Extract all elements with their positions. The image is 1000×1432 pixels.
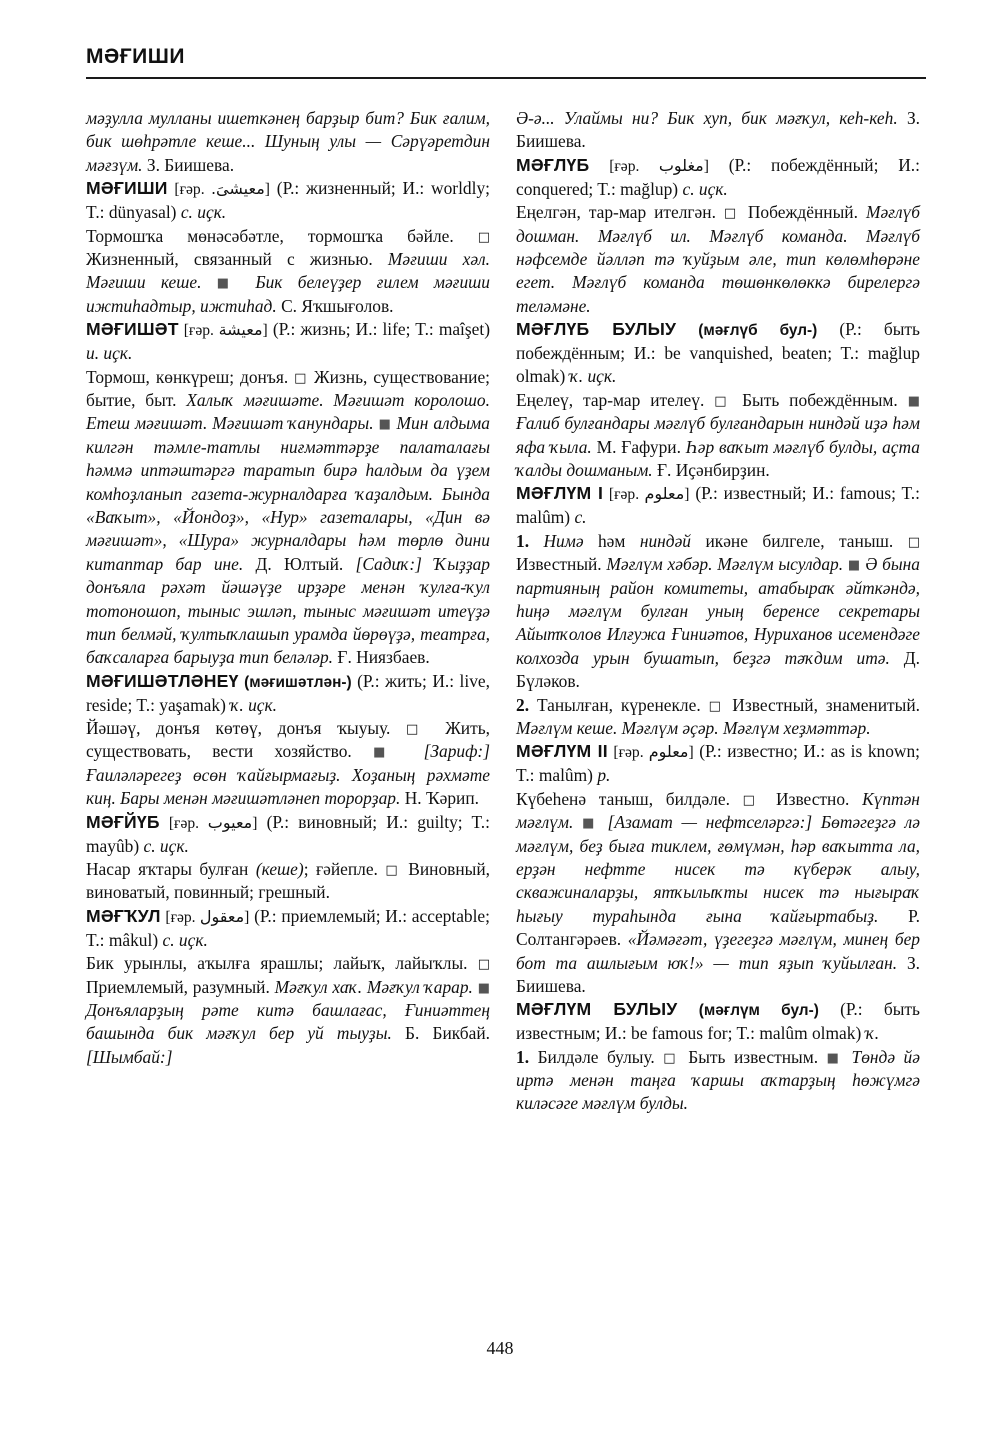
usage-examples: Күптән мәғлүм. xyxy=(516,788,920,833)
entry-sense xyxy=(516,530,920,694)
headword-variant: (мәғишәтлән-) xyxy=(244,673,352,691)
headword: МӘҒЛҮМ II xyxy=(516,741,608,762)
bashkir-definition: Билдәле булыу. xyxy=(537,1046,655,1067)
open-square-icon: □ xyxy=(477,229,490,245)
filled-square-icon: ■ xyxy=(907,393,920,409)
arabic-script: معقول xyxy=(199,906,245,926)
entry-definition xyxy=(86,952,490,1069)
bashkir-definition: Бик урынлы, аҡылға ярашлы; лайыҡ, лайыҡлы. xyxy=(86,953,468,974)
citation-source-2: З. Биишева. xyxy=(516,952,920,997)
entry-definition xyxy=(516,788,920,999)
etymology-bracket-open: [ғәр. xyxy=(613,744,649,762)
open-square-icon: □ xyxy=(714,393,733,409)
usage-examples: Мәғлүм кеше. Мәғлүм әҫәр. Мәғлүм хеҙмәттәр. xyxy=(516,718,871,738)
running-head: МӘҒИШИ xyxy=(86,45,185,68)
two-column-body xyxy=(86,107,926,1116)
bashkir-definition: Йәшәү, донъя көтөү, донъя ҡыуыу. xyxy=(86,718,391,738)
entry-sense xyxy=(516,1046,920,1116)
bashkir-definition: Тормошҡа мөнәсәбәтле, тормошҡа бәйле. xyxy=(86,225,454,246)
russian-definition: Побеждённый. xyxy=(747,202,858,223)
grammar-label: ҡ. иҫк. xyxy=(569,366,617,387)
headword: МӘҒЙҮБ xyxy=(86,811,160,832)
continuation-paragraph xyxy=(516,107,920,154)
usage-examples: Мәғлүб дошман. Мәғлүб ил. Мәғлүб команда. Мәғлүб нәфсемде йәлләп тә ҡуйҙым әле, тип көлөмһөрәне егет. Мәғлүб команда төшөнкөлөккә бирелергә теләмәне. xyxy=(516,202,920,316)
citation-quote: [Зариф:] Ғаиләләрегеҙ өсөн ҡайғырмағыҙ. Хоҙаның рәхмәте киң. Бары менән мәғишәтләнеп торорҙар. xyxy=(86,741,490,809)
usage-examples: Мәғлүм хәбәр. Мәғлүм ысулдар. xyxy=(606,554,844,575)
etymology-bracket-open: [ғәр. xyxy=(165,908,200,926)
citation-source-2: Ғ. Иҫәнбирҙин. xyxy=(657,459,770,480)
filled-square-icon: ■ xyxy=(582,816,599,832)
open-square-icon: □ xyxy=(294,370,309,386)
etymology-bracket-close: ] xyxy=(244,908,250,926)
citation-source: Д. Юлтый. xyxy=(255,553,344,574)
citation-quote: Бик белеүҙер ғилем мәғиши ижтиһадтыр, ижтиһад. xyxy=(86,272,490,316)
sense-number: 1. xyxy=(516,1046,530,1067)
translation-gloss: (Р.: известный; И.: famous; T.: malûm) xyxy=(516,483,920,528)
bashkir-definition: Еңелгән, тар-мар ителгән. xyxy=(516,202,716,223)
continuation-source: З. Биишева. xyxy=(516,108,920,152)
citation-source-2: Ғ. Ниязбаев. xyxy=(337,647,430,668)
usage-examples: Мәғиши хәл. Мәғиши кеше. xyxy=(86,249,490,293)
etymology-bracket-close: ] xyxy=(688,744,694,762)
grammar-label: и. иҫк. xyxy=(86,343,133,364)
grammar-label: с. xyxy=(574,507,587,528)
entry-definition xyxy=(86,717,490,811)
usage-examples: Халыҡ мәғишәте. Мәғишәт королошо. Етеш мәғишәт. Мәғишәт ҡанундары. xyxy=(86,390,490,434)
entry-definition xyxy=(86,858,490,905)
headword: МӘҒЛҮБ БУЛЫУ xyxy=(516,319,677,340)
citation-quote-2: Һәр ваҡыт мәғлүб булды, аҫта ҡалды дошманым. xyxy=(516,436,920,480)
headword-variant: (мәғлүб бул-) xyxy=(698,322,818,340)
etymology-bracket-close: ] xyxy=(252,814,258,832)
headword: МӘҒЛҮМ I xyxy=(516,483,604,504)
filled-square-icon: ■ xyxy=(373,745,403,761)
continuation-quote: Ә-ә... Улаймы ни? Бик хуп, бик мәғҡул, кеһ-кеһ. xyxy=(516,108,898,128)
filled-square-icon: ■ xyxy=(378,417,392,433)
dictionary-entry xyxy=(86,670,490,717)
etymology-bracket-open: [ғәр. xyxy=(183,322,219,340)
headword-variant: (мәғлүм бул-) xyxy=(698,1002,819,1020)
etymology-bracket-open: [ғәр. xyxy=(174,181,211,199)
grammar-label: с. иҫк. xyxy=(682,178,728,199)
open-square-icon: □ xyxy=(723,206,740,222)
etymology-bracket-close: ] xyxy=(264,181,270,199)
headword: МӘҒҠУЛ xyxy=(86,905,161,926)
bashkir-definition-italic-1: Нимә xyxy=(543,530,584,551)
dictionary-entry xyxy=(86,905,490,952)
filled-square-icon: ■ xyxy=(847,558,861,574)
citation-quote-2: «Йәмәғәт, үҙегеҙгә мәғлүм, минең бер бот та ашлығым юҡ!» — тип яҙып ҡуйылған. xyxy=(516,929,920,973)
citation-quote: Ә бына партияның район комитеты, атабыраҡ әйткәндә, һиңә мәғлүм булған уның беренсе секретары Айытҡолов Илғужа Ғиниәтов, Нуриханов исемендәге колхозда урын бушатып, беҙгә тәҡдим итә. xyxy=(516,554,920,668)
citation-source: Н. Ҡәрип. xyxy=(404,788,479,809)
header-rule xyxy=(86,77,926,79)
left-column xyxy=(86,107,490,1069)
grammar-label: ҡ. иҫк. xyxy=(230,694,278,715)
etymology-bracket-close: ] xyxy=(703,157,709,175)
entry-definition xyxy=(516,201,920,318)
translation-gloss: (Р.: жизненный; И.: worldly; T.: dünyasal) xyxy=(86,178,490,223)
headword: МӘҒИШӘТ xyxy=(86,319,179,340)
headword: МӘҒИШӘТЛӘНЕҮ xyxy=(86,670,239,691)
citation-source: Б. Бикбай. xyxy=(405,1023,490,1044)
arabic-script: معيوب xyxy=(207,812,253,832)
arabic-script: معيشة xyxy=(218,320,263,340)
continuation-source: З. Биишева. xyxy=(146,154,235,175)
usage-examples: Мәғҡул хаҡ. Мәғҡул ҡарар. xyxy=(274,976,473,997)
entry-definition xyxy=(516,389,920,483)
citation-quote-2: [Садиҡ:] Ҡыҙҙар донъяла рәхәт йәшәүҙе ирҙәре менән ҡулға-ҡул тотоношоп, тыныс эшләп, тыныс мәғишәт итеүҙә тип белмәй, ҡултыҡлашып урамда йөрөүҙә, театрға, баҡсаларға барыуҙа тип беләләр. xyxy=(86,553,490,668)
arabic-script: معلوم xyxy=(644,484,685,504)
citation-source: С. Яҡшығолов. xyxy=(281,295,394,316)
bashkir-definition: Тормош, көнкүреш; донъя. xyxy=(86,366,289,387)
open-square-icon: □ xyxy=(742,792,764,808)
dictionary-entry xyxy=(86,177,490,224)
continuation-paragraph xyxy=(86,107,490,177)
russian-definition: Приемлемый, разумный. xyxy=(86,976,270,997)
citation-quote: Донъяларҙың рәте китә башлағас, Ғиниәттең башында бик мәғҡул бер уй тыуҙы. xyxy=(86,1000,490,1044)
russian-definition: Виновный, виноватый, повинный; грешный. xyxy=(86,859,490,903)
citation-source: М. Ғафури. xyxy=(596,436,681,457)
bashkir-definition: Еңелеү, тар-мар ителеү. xyxy=(516,389,705,410)
bashkir-definition-italic-2: ниндәй xyxy=(639,530,692,551)
translation-gloss: (Р.: виновный; И.: guilty; T.: mayûb) xyxy=(86,811,490,856)
citation-source: Р. Солтангәрәев. xyxy=(516,905,920,950)
citation-quote: [Азамат — нефтселәргә:] Бөтәгеҙгә лә мәғлүм, беҙ быға тиклем, ғөмүмән, һәр ваҡытта ла, ерҙән нефтте нисек тә күберәк алыу, скважиналарҙы, ятҡылыҡты нисек тә нығыраҡ һығыу тураһында ғына ҡайғыртабыҙ. xyxy=(516,812,920,926)
sense-number: 2. xyxy=(516,694,530,715)
russian-definition: Быть известным. xyxy=(688,1046,819,1067)
translation-gloss: (Р.: жизнь; И.: life; T.: maîşet) xyxy=(272,319,490,340)
translation-gloss: (Р.: побеждённый; И.: conquered; T.: mağlup) xyxy=(516,154,920,199)
grammar-label: с. иҫк. xyxy=(162,929,208,950)
russian-definition: Быть побеждённым. xyxy=(742,389,898,410)
citation-quote: Төндә йә иртә менән таңға ҡаршы аҡтарҙың һөжүмгә киләсәге мәғлүм булды. xyxy=(516,1046,920,1114)
etymology-bracket-open: [ғәр. xyxy=(168,814,208,832)
continuation-quote: мәҙулла мулланы ишеткәнең барҙыр бит? Бик ғалим, бик шөһрәтле кеше... Шуның улы — Сәрүәретдин мәғзүм. xyxy=(86,108,490,175)
open-square-icon: □ xyxy=(907,534,920,550)
right-column xyxy=(516,107,920,1116)
grammar-label: с. иҫк. xyxy=(180,202,227,223)
headword: МӘҒЛҮБ xyxy=(516,154,590,175)
dictionary-entry xyxy=(516,154,920,201)
etymology-bracket-open: [ғәр. xyxy=(609,157,659,175)
russian-definition: Жизнь, существование; бытие, быт. xyxy=(86,366,490,410)
open-square-icon: □ xyxy=(406,722,430,737)
russian-definition: Известно. xyxy=(776,788,850,809)
bashkir-definition-post: икәне билгеле, таныш. xyxy=(691,530,894,551)
bashkir-definition-mid: һәм xyxy=(583,530,640,551)
grammar-label: с. иҫк. xyxy=(143,835,189,856)
open-square-icon: □ xyxy=(477,957,490,973)
citation-source: Д. Бүләков. xyxy=(516,647,920,692)
citation-quote-2: [Шымбай:] xyxy=(86,1046,173,1067)
bashkir-definition: Танылған, күренекле. xyxy=(536,694,701,715)
dictionary-entry xyxy=(516,740,920,787)
filled-square-icon: ■ xyxy=(216,276,240,292)
headword: МӘҒЛҮМ БУЛЫУ xyxy=(516,999,678,1020)
dictionary-entry xyxy=(516,482,920,529)
bashkir-definition: Күбеһенә таныш, билдәле. xyxy=(516,788,730,809)
translation-gloss: (Р.: быть побеждённым; И.: be vanquished, beaten; T.: mağlup olmak) xyxy=(516,319,920,387)
translation-gloss: (Р.: известно; И.: as is known; T.: malûm) xyxy=(516,741,920,786)
bashkir-definition-pre: Насар яҡтары булған xyxy=(86,859,256,879)
etymology-bracket-close: ] xyxy=(684,486,690,504)
entry-definition xyxy=(86,366,490,670)
etymology-bracket-close: ] xyxy=(262,322,268,340)
dictionary-entry xyxy=(516,318,920,389)
open-square-icon: □ xyxy=(708,698,725,714)
translation-gloss: (Р.: быть известным; И.: be famous for; T.: malûm olmak) xyxy=(516,999,920,1044)
translation-gloss: (Р.: приемлемый; И.: acceptable; T.: mâkul) xyxy=(86,905,490,950)
filled-square-icon: ■ xyxy=(826,1050,844,1066)
etymology-bracket-open: [ғәр. xyxy=(608,486,645,504)
bashkir-definition-post: ; ғәйепле. xyxy=(303,859,378,879)
dictionary-entry xyxy=(86,318,490,365)
russian-definition: Известный. xyxy=(516,554,602,575)
citation-quote: Ғалиб булғандары мәғлүб булғандарын ниндәй иҙә һәм яфа ҡыла. xyxy=(516,413,920,457)
open-square-icon: □ xyxy=(663,1050,680,1066)
open-square-icon: □ xyxy=(385,863,401,878)
arabic-script: معيشىَ. xyxy=(210,179,265,199)
headword: МӘҒИШИ xyxy=(86,178,168,199)
entry-sense xyxy=(516,694,920,741)
dictionary-entry xyxy=(86,811,490,858)
citation-quote: Мин алдыма килгән тәмле-татлы ниғмәттәрҙе палаталағы һәммә иптәштәргә таратып бирә һалдым да үҙем комһоҙланып газета-журналдарға ҡаҙалдым. Бында «Ваҡыт», «Йондоҙ», «Нур» газеталары, «Дин вә мәғишәт», «Шура» журналдары һәм төрлө дини китаптар бар ине. xyxy=(86,413,490,574)
bashkir-definition-italic: (кеше) xyxy=(255,859,304,879)
filled-square-icon: ■ xyxy=(477,980,490,996)
russian-definition: Жить, существовать, вести хозяйство. xyxy=(86,718,490,762)
arabic-script: معلوم xyxy=(648,742,689,762)
grammar-label: ҡ. xyxy=(865,1023,880,1044)
russian-definition: Жизненный, связанный с жизнью. xyxy=(86,249,373,269)
sense-number: 1. xyxy=(516,530,530,551)
grammar-label: р. xyxy=(597,765,611,786)
entry-definition xyxy=(86,225,490,319)
translation-gloss: (Р.: жить; И.: live, reside; T.: yaşamak) xyxy=(86,670,490,715)
page-number: 448 xyxy=(486,1338,514,1358)
dictionary-entry xyxy=(516,998,920,1045)
arabic-script: مغلوب xyxy=(658,155,704,175)
russian-definition: Известный, знаменитый. xyxy=(732,694,920,715)
